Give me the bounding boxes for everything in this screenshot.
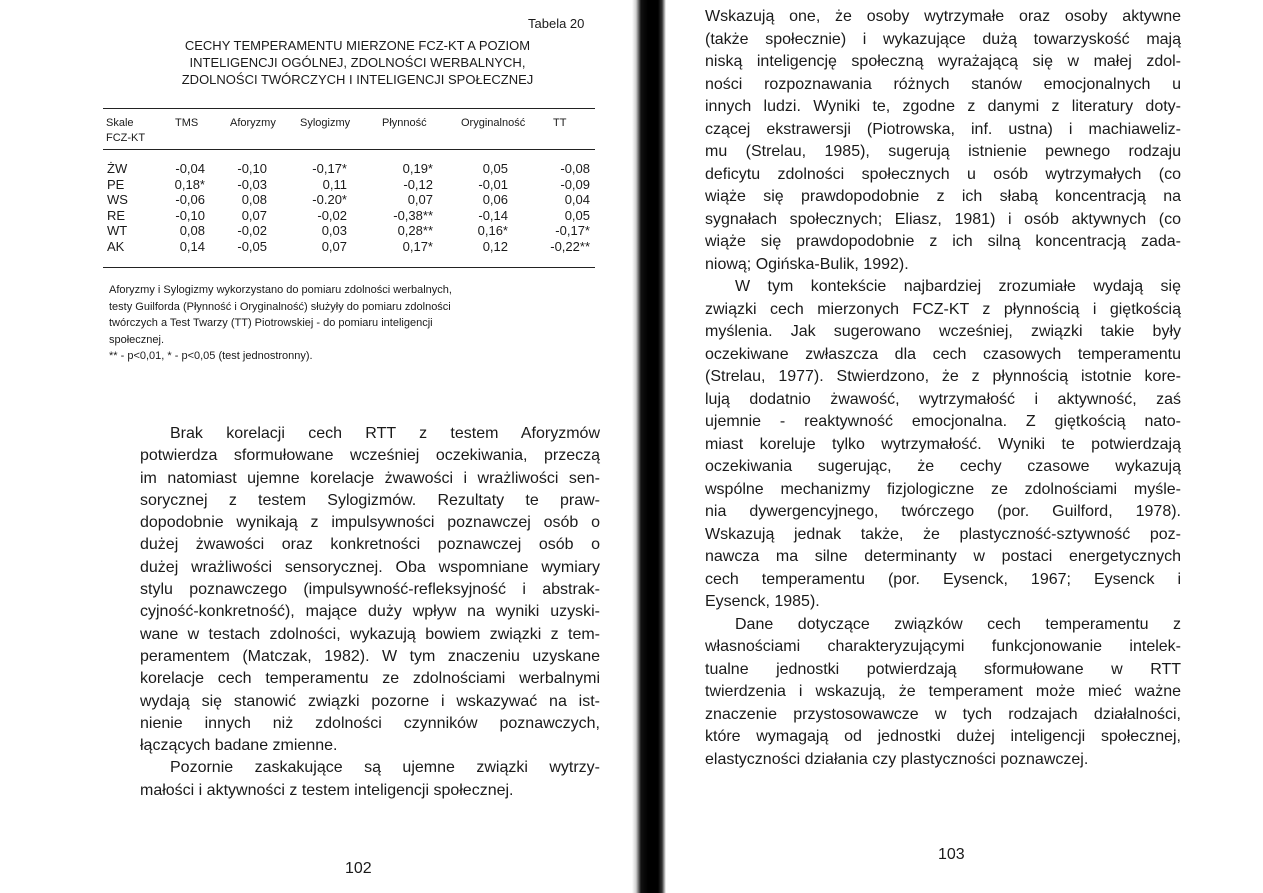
page-number: 103 [938, 846, 965, 863]
header-cell: TMS [175, 117, 199, 129]
text-line: sygnałach społecznych; Eliasz, 1981) i osób aktywnych (co [705, 210, 1181, 228]
text-line: dopodobnie wynikają z impulsywności poznawczej osób o [140, 514, 600, 532]
text-line: stylu poznawczego (impulsywność-refleksyjność i abstrak- [140, 581, 600, 599]
table-cell: 0,07 [241, 207, 267, 223]
text-line: oczekiwane zwłaszcza dla cech czasowych temperamentu [705, 345, 1181, 363]
table-cell: -0,08 [560, 161, 590, 176]
table-cell: -0,17* [312, 161, 347, 176]
text-line: wiąże się prawdopodobnie z ich słabą koncentracją na [705, 188, 1181, 205]
text-line: oczekiwania sugerując, że cechy czasowe wykazują [705, 458, 1181, 475]
text-line: (Strelau, 1977). Stwierdzono, że z płynnością istotnie kore- [705, 368, 1181, 385]
table-cell: -0,01 [478, 176, 508, 192]
text-line: (także społecznie) i wykazujące dużą towarzyskość mają [705, 30, 1181, 48]
table-cell: 0,16* [477, 223, 508, 239]
row-label: WT [107, 223, 128, 239]
text-line: związki cech mierzonych FCZ-KT z płynnością i giętkością [705, 300, 1181, 318]
text-line: wspólne mechanizmy fizjologiczne ze zdolnościami myśle- [705, 480, 1181, 498]
table-cell: -0,03 [237, 176, 267, 192]
header-cell: Skale [106, 117, 134, 129]
note-line: ** - p<0,01, * - p<0,05 (test jednostronny). [109, 350, 313, 362]
header-cell: TT [553, 117, 567, 129]
text-line: korelacje cech temperamentu ze zdolnościami werbalnymi [140, 670, 600, 688]
left-body-text [140, 423, 600, 802]
right-body-text [705, 6, 1181, 771]
text-line: im natomiast ujemne korelacje żwawości i wrażliwości sen- [140, 469, 600, 487]
note-line: Aforyzmy i Sylogizmy wykorzystano do pomiaru zdolności werbalnych, [109, 284, 452, 296]
table-cell: -0,14 [478, 207, 508, 223]
page-number: 102 [345, 860, 372, 877]
text-line: miast koreluje tylko wytrzymałość. Wyniki te potwierdzają [705, 435, 1181, 453]
table-cell: -0,09 [560, 176, 590, 192]
row-label: WS [107, 192, 128, 208]
text-line: wydają się stanowić związki pozorne i wskazywać na ist- [140, 692, 600, 710]
row-label: RE [107, 207, 126, 223]
table-cell: -0,12 [403, 176, 433, 192]
text-line: innych ludzi. Wyniki te, zgodne z danymi z literatury doty- [705, 98, 1181, 115]
text-line: Wskazują jednak także, że plastyczność-sztywność poz- [705, 525, 1181, 543]
table-cell: 0,19* [402, 161, 433, 176]
table-cell: -0.20* [312, 192, 347, 208]
table-cell: -0,02 [237, 223, 267, 239]
table-cell: 0,08 [241, 192, 267, 208]
table-cell: 0,05 [482, 161, 508, 176]
text-line: sorycznej z testem Sylogizmów. Rezultaty te praw- [140, 491, 600, 509]
header-cell: FCZ-KT [106, 132, 146, 144]
table-cell: 0,03 [321, 223, 347, 239]
text-line: elastyczności działania czy plastyczności poznawczej. [705, 750, 1089, 768]
note-line: twórczych a Test Twarzy (TT) Piotrowskiej - do pomiaru inteligencji [109, 317, 433, 329]
text-line: deficytu zdolności społecznych u osób wytrzymałych (co [705, 165, 1181, 183]
table-cell: -0,22** [550, 239, 590, 254]
text-line: mu (Strelau, 1985), sugerują istnienie pewnego rodzaju [705, 143, 1181, 160]
text-line: ności rozpoznawania różnych stanów emocjonalnych u [705, 75, 1181, 93]
table-cell: -0,02 [317, 207, 347, 223]
text-line: Brak korelacji cech RTT z testem Aforyzmów [170, 425, 600, 442]
table-title-line: CECHY TEMPERAMENTU MIERZONE FCZ-KT A POZIOM [184, 38, 531, 53]
text-line: myślenia. Jak sugerowano wcześniej, związki takie były [705, 323, 1181, 340]
text-line: dużej wrażliwości sensorycznej. Oba wspomniane wymiary [140, 558, 600, 576]
table-cell: 0,04 [564, 192, 590, 208]
header-cell: Aforyzmy [230, 117, 276, 129]
text-line: łączących badane zmienne. [140, 737, 338, 755]
text-line: peramentem (Matczak, 1982). W tym znaczeniu uzyskane [140, 647, 600, 665]
text-line: Eysenck, 1985). [705, 593, 820, 610]
row-label: PE [107, 176, 125, 192]
text-line: lują dodatnio żwawość, wytrzymałość i aktywność, zaś [705, 390, 1181, 408]
table-cell: 0,06 [482, 192, 508, 208]
text-line: własnościami charakteryzującymi funkcjonowanie intelek- [705, 638, 1181, 655]
table-cell: -0,06 [175, 192, 205, 208]
table-title [120, 37, 595, 88]
text-line: Dane dotyczące związków cech temperamentu z [735, 615, 1181, 633]
table-cell: -0,10 [237, 161, 267, 176]
table-number: Tabela 20 [528, 16, 585, 31]
table-notes [109, 282, 595, 365]
row-label: ŻW [107, 161, 128, 176]
note-line: społecznej. [109, 333, 165, 346]
text-line: dużej żwawości oraz konkretności poznawczej osób o [140, 536, 600, 554]
table-cell: 0,12 [482, 239, 508, 254]
text-line: Pozornie zaskakujące są ujemne związki wytrzy- [170, 759, 600, 777]
text-line: czącej ekstrawersji (Piotrowska, inf. ustna) i machiaweliz- [705, 120, 1181, 138]
table-cell: 0,07 [321, 239, 347, 254]
text-line: tualne jednostki potwierdzają sformułowane w RTT [705, 660, 1181, 678]
header-cell: Oryginalność [461, 117, 526, 129]
text-line: niską inteligencję społeczną wyrażającą się w małej zdol- [705, 53, 1181, 70]
table-cell: -0,05 [237, 239, 267, 254]
table-cell: 0,07 [407, 192, 433, 208]
table-title-line: ZDOLNOŚCI TWÓRCZYCH I INTELIGENCJI SPOŁECZNEJ [181, 72, 534, 87]
text-line: cech temperamentu (por. Eysenck, 1967; Eysenck i [705, 570, 1181, 588]
table-cell: 0,18* [174, 176, 205, 192]
text-line: małości i aktywności z testem inteligencji społecznej. [140, 781, 514, 799]
table-top-rule [103, 108, 595, 109]
table-cell: 0,05 [564, 207, 590, 223]
text-line: wiąże się prawdopodobnie z ich silną koncentracją zada- [705, 233, 1181, 250]
row-label: AK [107, 239, 125, 254]
book-spine [632, 0, 666, 893]
left-page [0, 0, 630, 893]
text-line: Wskazują one, że osoby wytrzymałe oraz osoby aktywne [705, 8, 1181, 25]
text-line: nia dywergencyjnego, twórczego (por. Guilford, 1978). [705, 503, 1181, 520]
text-line: wane w testach zdolności, wykazują bowiem związki z tem- [140, 625, 600, 643]
table-cell: 0,14 [179, 239, 205, 254]
table-bottom-rule [103, 267, 595, 268]
table-cell: -0,10 [175, 207, 205, 223]
table-cell: 0,11 [322, 176, 347, 192]
header-cell: Płynność [382, 117, 427, 129]
table-cell: -0,38** [393, 207, 433, 223]
text-line: znaczenie przystosowawcze w tych rodzajach działalności, [705, 705, 1181, 723]
text-line: potwierdza sformułowane wcześniej oczekiwania, przeczą [140, 447, 600, 465]
text-line: twierdzenia i wskazują, że temperament może mieć ważne [705, 683, 1181, 700]
header-cell: Sylogizmy [300, 117, 351, 129]
table-cell: 0,17* [402, 239, 433, 254]
text-line: cyjność-konkretność), mające duży wpływ na wyniki uzyski- [140, 603, 600, 621]
table-cell: -0,17* [555, 223, 590, 239]
text-line: ujemnie - reaktywność emocjonalna. Z giętkością nato- [705, 413, 1181, 430]
text-line: nienie innych niż zdolności czynników poznawczych, [140, 714, 600, 732]
table-cell: 0,08 [179, 223, 205, 239]
text-line: które wymagają od jednostki dużej inteligencji społecznej, [705, 728, 1181, 745]
note-line: testy Guilforda (Płynność i Oryginalność) służyły do pomiaru zdolności [109, 300, 451, 313]
table-cell: -0,04 [175, 161, 205, 176]
text-line: W tym kontekście najbardziej zrozumiałe wydają się [735, 278, 1181, 295]
table-title-line: INTELIGENCJI OGÓLNEJ, ZDOLNOŚCI WERBALNYCH, [189, 55, 526, 70]
table-header-rule [103, 149, 595, 150]
table-cell: 0,28** [397, 223, 433, 239]
text-line: niową; Ogińska-Bulik, 1992). [705, 255, 909, 273]
text-line: nawcza ma silne determinanty w postaci energetycznych [705, 548, 1181, 565]
